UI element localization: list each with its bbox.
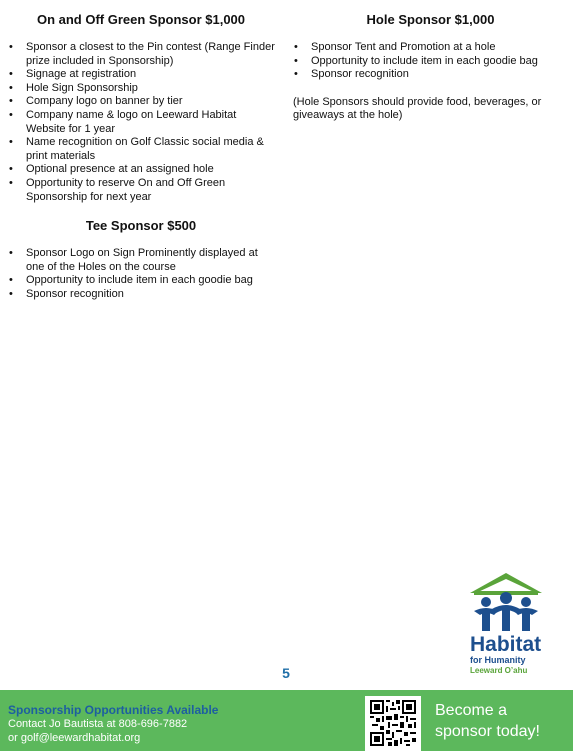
list-item: • Sponsor Tent and Promotion at a hole (293, 41, 568, 55)
logo-for-humanity-text: for Humanity (470, 655, 526, 665)
list-item: • Sponsor recognition (8, 288, 276, 302)
hole-sponsor-note: (Hole Sponsors should provide food, beverages, or giveaways at the hole) (293, 95, 542, 122)
cta-line-1: Become a (435, 702, 508, 719)
tee-sponsor-list (8, 247, 276, 301)
footer-title: Sponsorship Opportunities Available (8, 703, 219, 717)
footer-contact: Contact Jo Bautista at 808-696-7882 (8, 718, 188, 730)
cta-text (435, 700, 540, 742)
list-item: • Signage at registration (8, 68, 276, 82)
tee-sponsor-title: Tee Sponsor $500 (85, 218, 197, 234)
footer-email[interactable]: or golf@leewardhabitat.org (8, 732, 141, 744)
list-item: • Sponsor a closest to the Pin contest (Range Finder prize included in Sponsorship) (8, 41, 276, 68)
on-off-green-title: On and Off Green Sponsor $1,000 (36, 12, 246, 27)
list-item: • Hole Sign Sponsorship (8, 82, 276, 96)
hole-sponsor-list (293, 41, 568, 82)
list-item: • Sponsor recognition (293, 68, 568, 82)
list-item: • Opportunity to include item in each goodie bag (8, 274, 276, 288)
list-item: • Company name & logo on Leeward Habitat Website for 1 year (8, 109, 276, 136)
list-item: • Optional presence at an assigned hole (8, 163, 276, 177)
habitat-logo (466, 571, 548, 681)
hole-sponsor-title: Hole Sponsor $1,000 (366, 12, 495, 27)
list-item: • Opportunity to include item in each goodie bag (293, 55, 568, 69)
list-item: • Name recognition on Golf Classic social media & print materials (8, 136, 276, 163)
qr-code-icon[interactable] (365, 696, 421, 751)
left-column (8, 0, 276, 302)
page-number: 5 (282, 665, 290, 681)
list-item: • Opportunity to reserve On and Off Green Sponsorship for next year (8, 177, 276, 204)
logo-leeward-text: Leeward O’ahu (470, 666, 528, 675)
logo-habitat-text: Habitat (470, 633, 542, 656)
on-off-green-list (8, 41, 276, 204)
right-column (293, 0, 568, 123)
house-people-icon (466, 571, 548, 633)
cta-line-2: sponsor today! (435, 723, 540, 740)
list-item: • Sponsor Logo on Sign Prominently displayed at one of the Holes on the course (8, 247, 276, 274)
list-item: • Company logo on banner by tier (8, 95, 276, 109)
